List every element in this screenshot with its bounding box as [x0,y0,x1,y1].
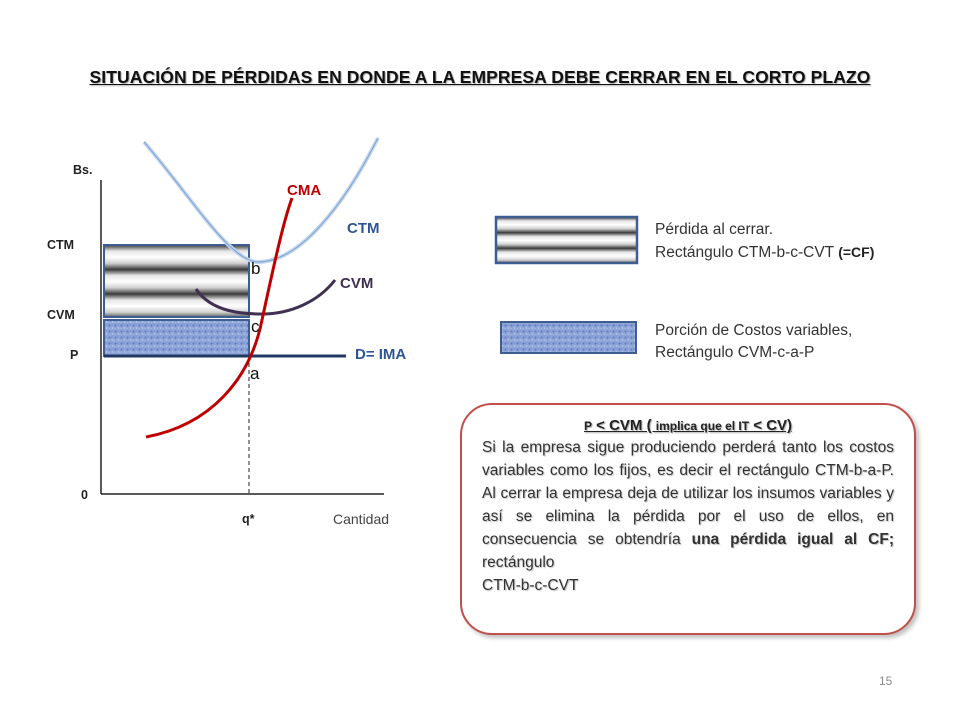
point-c: c [251,317,260,336]
cma-label: CMA [287,182,322,199]
demand-label: D= IMA [355,346,407,363]
legend-loss-line1: Pérdida al cerrar. [655,221,774,238]
explanation-body: Si la empresa sigue produciendo perderá tanto los costos variables como los fijos, es decir el rectángulo CTM-b-a-P. Al cerrar la empresa deja de utilizar los insumos variables y así se elimina la pérdida por el uso de ellos, en consecuencia se obtendría una pérdida igual al CF; rectángulo CTM-b-c-CVT [482,436,894,597]
legend-loss-swatch [496,217,637,263]
loss-rectangle [104,245,249,317]
cvm-label: CVM [340,275,374,292]
legend-variable-line2: Rectángulo CVM-c-a-P [655,344,815,361]
x-axis-label: Cantidad [333,511,390,527]
point-b: b [251,259,261,278]
legend-loss-text [655,219,874,264]
ctm-label: CTM [347,220,380,237]
origin-label: 0 [81,488,88,502]
explanation-box [460,403,916,635]
point-a: a [250,364,260,383]
x-tick-q-star: q* [242,512,255,526]
legend-loss-cf: (=CF) [838,244,875,260]
y-tick-cvm: CVM [47,308,75,322]
explanation-bold: una pérdida igual al CF; [691,531,894,548]
explanation-heading: P < CVM ( implica que el IT < CV) [583,417,793,434]
slide-title: SITUACIÓN DE PÉRDIDAS EN DONDE A LA EMPRESA DEBE CERRAR EN EL CORTO PLAZO [89,67,871,87]
page-number: 15 [879,674,893,688]
legend-loss-line2: Rectángulo CTM-b-c-CVT [655,244,839,261]
legend-variable-swatch [501,322,636,353]
y-axis-label: Bs. [73,163,93,177]
y-tick-ctm: CTM [47,238,75,252]
legend-variable-text [655,320,852,364]
variable-cost-rectangle [104,320,249,356]
ctm-curve [144,138,378,262]
y-tick-p: P [70,348,79,362]
legend-variable-line1: Porción de Costos variables, [655,322,853,339]
explanation-tail: CTM-b-c-CVT [482,577,579,594]
